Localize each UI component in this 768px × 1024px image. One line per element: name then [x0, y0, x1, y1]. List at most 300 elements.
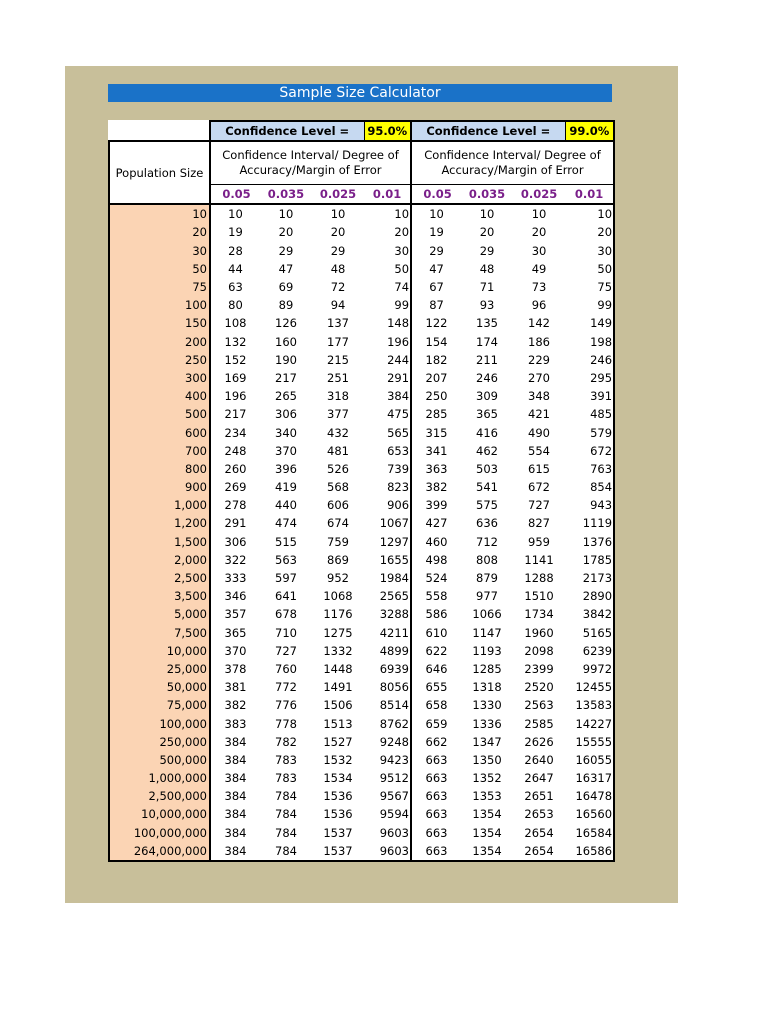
sample-size-cell: 149	[565, 314, 614, 332]
sample-size-cell: 427	[425, 516, 448, 531]
sample-size-cell: 1984	[364, 569, 411, 587]
sample-size-cell: 778	[275, 716, 297, 731]
sample-size-cell: 3288	[364, 605, 411, 623]
sample-size-cell: 20	[565, 223, 614, 241]
sample-size-cell: 678	[275, 607, 297, 622]
sample-size-cell: 1066	[472, 607, 502, 622]
sample-size-cell: 760	[275, 661, 297, 676]
population-size-cell: 10,000,000	[109, 805, 210, 823]
sample-size-cell: 29	[429, 243, 444, 258]
sample-size-cell: 285	[425, 407, 448, 422]
sample-size-cell: 190	[275, 352, 297, 367]
sample-size-cell: 481	[327, 443, 349, 458]
sample-size-cell: 906	[364, 496, 411, 514]
sample-size-cell: 10	[330, 207, 346, 222]
sample-size-cell: 1141	[524, 552, 554, 567]
population-size-cell: 500	[109, 405, 210, 423]
sample-size-cell: 606	[327, 498, 349, 513]
sample-size-cell: 384	[224, 734, 247, 749]
sample-size-cell: 80	[228, 298, 243, 313]
sample-size-cell: 9594	[364, 805, 411, 823]
sample-size-cell: 1350	[472, 752, 502, 767]
sample-size-cell: 1332	[323, 643, 353, 658]
sample-size-cell: 1527	[323, 734, 353, 749]
sample-size-cell: 96	[531, 298, 547, 313]
sample-size-cell: 217	[275, 370, 297, 385]
sample-size-cell: 152	[224, 352, 247, 367]
table-row	[109, 587, 614, 605]
sample-size-cell: 48	[330, 261, 346, 276]
sample-size-cell: 211	[476, 352, 498, 367]
sample-size-cell: 558	[425, 589, 448, 604]
table-row	[109, 223, 614, 241]
sample-size-cell: 485	[565, 405, 614, 423]
table-row	[109, 751, 614, 769]
sample-size-cell: 309	[476, 389, 498, 404]
sample-size-cell: 432	[327, 425, 349, 440]
sample-size-cell: 10	[531, 207, 547, 222]
sample-size-cell: 663	[425, 771, 448, 786]
sample-size-cell: 2565	[364, 587, 411, 605]
sample-size-cell: 1336	[472, 716, 502, 731]
sample-size-cell: 391	[565, 387, 614, 405]
population-size-cell: 1,200	[109, 514, 210, 532]
sample-size-cell: 515	[275, 534, 297, 549]
table-row	[109, 551, 614, 569]
sample-size-cell: 135	[476, 316, 498, 331]
sample-size-cell: 29	[479, 243, 495, 258]
sample-size-cell: 1352	[472, 771, 502, 786]
sample-size-cell: 1506	[323, 698, 353, 713]
sample-size-cell: 30	[364, 242, 411, 260]
sample-size-cell: 234	[224, 425, 247, 440]
sample-size-cell: 169	[224, 370, 247, 385]
population-size-cell: 250	[109, 351, 210, 369]
population-size-cell: 7,500	[109, 624, 210, 642]
sample-size-cell: 1285	[472, 661, 502, 676]
population-size-cell: 1,000	[109, 496, 210, 514]
sample-size-cell: 943	[565, 496, 614, 514]
sample-size-cell: 378	[224, 661, 247, 676]
table-row	[109, 369, 614, 387]
sample-size-table	[108, 120, 615, 862]
sample-size-cell: 265	[275, 389, 297, 404]
error-level-header: 0.025	[312, 185, 364, 205]
population-size-cell: 500,000	[109, 751, 210, 769]
sample-size-cell: 823	[364, 478, 411, 496]
sample-size-cell: 727	[528, 498, 550, 513]
sample-size-cell: 2654	[513, 842, 565, 861]
sample-size-cell: 641	[275, 589, 297, 604]
table-row	[109, 296, 614, 314]
sample-size-cell: 2654	[524, 825, 554, 840]
sample-size-cell: 383	[224, 716, 247, 731]
sample-size-cell: 977	[476, 589, 498, 604]
population-size-cell: 150	[109, 314, 210, 332]
sample-size-cell: 278	[224, 498, 247, 513]
sample-size-cell: 1275	[323, 625, 353, 640]
sample-size-cell: 340	[275, 425, 297, 440]
sample-size-cell: 6239	[565, 642, 614, 660]
table-row	[109, 660, 614, 678]
table-row	[109, 242, 614, 260]
sample-size-cell: 1354	[461, 842, 513, 861]
sample-size-cell: 1448	[323, 661, 353, 676]
sample-size-cell: 291	[224, 516, 247, 531]
sample-size-cell: 9603	[364, 824, 411, 842]
sample-size-cell: 1147	[472, 625, 502, 640]
sample-size-cell: 2098	[524, 643, 554, 658]
sample-size-cell: 1537	[312, 842, 364, 861]
sample-size-cell: 575	[476, 498, 498, 513]
population-size-cell: 50	[109, 260, 210, 278]
sample-size-cell: 384	[364, 387, 411, 405]
sample-size-cell: 29	[330, 243, 346, 258]
table-row	[109, 824, 614, 842]
population-size-cell: 1,000,000	[109, 769, 210, 787]
sample-size-cell: 1354	[472, 825, 502, 840]
confidence-level-value: 99.0%	[565, 121, 614, 141]
sample-size-cell: 490	[528, 425, 550, 440]
sample-size-cell: 5165	[565, 624, 614, 642]
sample-size-cell: 1354	[472, 807, 502, 822]
table-row	[109, 533, 614, 551]
sample-size-cell: 250	[425, 389, 448, 404]
sample-size-cell: 597	[275, 571, 297, 586]
sample-size-cell: 381	[224, 680, 247, 695]
sample-size-cell: 318	[327, 389, 349, 404]
sample-size-cell: 663	[425, 807, 448, 822]
sample-size-cell: 563	[275, 552, 297, 567]
sample-size-cell: 295	[565, 369, 614, 387]
sample-size-cell: 6939	[364, 660, 411, 678]
sample-size-cell: 9512	[364, 769, 411, 787]
sample-size-cell: 217	[224, 407, 247, 422]
sample-size-cell: 126	[275, 316, 297, 331]
sample-size-cell: 1176	[323, 607, 353, 622]
population-size-cell: 10	[109, 204, 210, 223]
table-row	[109, 333, 614, 351]
sample-size-cell: 2585	[524, 716, 554, 731]
sample-size-cell: 99	[364, 296, 411, 314]
sample-size-cell: 16478	[565, 787, 614, 805]
sample-size-cell: 399	[425, 498, 448, 513]
sample-size-cell: 71	[479, 280, 495, 295]
sample-size-cell: 421	[528, 407, 550, 422]
table-row	[109, 696, 614, 714]
error-level-header: 0.05	[210, 185, 260, 205]
sample-size-cell: 269	[224, 480, 247, 495]
sample-size-cell: 879	[476, 571, 498, 586]
sample-size-cell: 9972	[565, 660, 614, 678]
sample-size-cell: 377	[327, 407, 349, 422]
table-row	[109, 787, 614, 805]
sample-size-cell: 215	[327, 352, 349, 367]
sample-size-cell: 357	[224, 607, 247, 622]
population-size-cell: 800	[109, 460, 210, 478]
sample-size-cell: 568	[327, 480, 349, 495]
sample-size-cell: 1534	[323, 771, 353, 786]
sample-size-cell: 333	[224, 571, 247, 586]
sample-size-cell: 93	[479, 298, 495, 313]
sample-size-cell: 9248	[364, 733, 411, 751]
sample-size-cell: 440	[275, 498, 297, 513]
sample-size-cell: 659	[425, 716, 448, 731]
sample-size-cell: 586	[425, 607, 448, 622]
sample-size-cell: 142	[528, 316, 550, 331]
sample-size-cell: 196	[364, 333, 411, 351]
sample-size-cell: 365	[476, 407, 498, 422]
sample-size-cell: 47	[429, 261, 444, 276]
sample-size-cell: 94	[330, 298, 346, 313]
sample-size-cell: 291	[364, 369, 411, 387]
sample-size-cell: 565	[364, 423, 411, 441]
sample-size-cell: 174	[476, 334, 498, 349]
sample-size-cell: 63	[228, 280, 243, 295]
confidence-interval-header: Confidence Interval/ Degree of Accuracy/Margin of Error	[411, 141, 614, 185]
table-row	[109, 314, 614, 332]
sample-size-cell: 1510	[524, 589, 554, 604]
sample-size-cell: 2563	[524, 698, 554, 713]
population-size-cell: 300	[109, 369, 210, 387]
sample-size-cell: 8514	[364, 696, 411, 714]
sample-size-cell: 19	[429, 225, 444, 240]
sample-size-cell: 16584	[565, 824, 614, 842]
sample-size-cell: 554	[528, 443, 550, 458]
sample-size-cell: 99	[565, 296, 614, 314]
sample-size-cell: 69	[278, 280, 294, 295]
sample-size-cell: 1067	[364, 514, 411, 532]
sample-size-cell: 8762	[364, 714, 411, 732]
sample-size-cell: 9603	[364, 842, 411, 861]
sample-size-cell: 8056	[364, 678, 411, 696]
sample-size-cell: 710	[275, 625, 297, 640]
population-size-cell: 1,500	[109, 533, 210, 551]
sample-size-cell: 196	[224, 389, 247, 404]
table-row	[109, 204, 614, 223]
sample-size-cell: 854	[565, 478, 614, 496]
sample-size-cell: 739	[364, 460, 411, 478]
sample-size-cell: 663	[425, 752, 448, 767]
sample-size-cell: 248	[224, 443, 247, 458]
table-row	[109, 842, 614, 861]
table-row	[109, 569, 614, 587]
sample-size-cell: 270	[528, 370, 550, 385]
sample-size-cell: 663	[411, 842, 461, 861]
sample-size-cell: 251	[327, 370, 349, 385]
sample-size-cell: 2640	[524, 752, 554, 767]
sample-size-cell: 148	[364, 314, 411, 332]
table-row	[109, 605, 614, 623]
sample-size-cell: 363	[425, 461, 448, 476]
sample-size-cell: 12455	[565, 678, 614, 696]
sample-size-cell: 610	[425, 625, 448, 640]
sample-size-cell: 15555	[565, 733, 614, 751]
sample-size-cell: 1655	[364, 551, 411, 569]
sample-size-cell: 1536	[323, 807, 353, 822]
sample-size-cell: 784	[275, 789, 297, 804]
sample-size-cell: 30	[565, 242, 614, 260]
sample-size-cell: 2651	[524, 789, 554, 804]
population-size-cell: 50,000	[109, 678, 210, 696]
population-size-cell: 30	[109, 242, 210, 260]
sample-size-cell: 384	[224, 789, 247, 804]
sample-size-cell: 646	[425, 661, 448, 676]
sample-size-cell: 869	[327, 552, 349, 567]
sample-size-cell: 827	[528, 516, 550, 531]
sample-size-cell: 526	[327, 461, 349, 476]
table-row	[109, 405, 614, 423]
sample-size-cell: 2520	[524, 680, 554, 695]
sample-size-cell: 655	[425, 680, 448, 695]
sample-size-cell: 16560	[565, 805, 614, 823]
sample-size-cell: 2653	[524, 807, 554, 822]
error-level-header: 0.01	[565, 185, 614, 205]
sample-size-cell: 419	[275, 480, 297, 495]
sample-size-cell: 20	[278, 225, 294, 240]
sample-size-cell: 653	[364, 442, 411, 460]
sample-size-cell: 48	[479, 261, 495, 276]
sample-size-cell: 1193	[472, 643, 502, 658]
sample-size-cell: 182	[425, 352, 448, 367]
table-row	[109, 514, 614, 532]
header-corner-cell	[109, 121, 210, 141]
population-size-cell: 250,000	[109, 733, 210, 751]
sample-size-cell: 154	[425, 334, 448, 349]
sample-size-cell: 30	[531, 243, 547, 258]
error-level-header: 0.025	[513, 185, 565, 205]
sample-size-cell: 1785	[565, 551, 614, 569]
sample-size-cell: 10	[278, 207, 294, 222]
sample-size-cell: 47	[278, 261, 294, 276]
sample-size-cell: 73	[531, 280, 547, 295]
sample-size-cell: 475	[364, 405, 411, 423]
confidence-interval-header: Confidence Interval/ Degree of Accuracy/Margin of Error	[210, 141, 411, 185]
sample-size-cell: 1376	[565, 533, 614, 551]
sample-size-cell: 2890	[565, 587, 614, 605]
table-row	[109, 769, 614, 787]
sample-size-cell: 14227	[565, 714, 614, 732]
sample-size-cell: 10	[479, 207, 495, 222]
table-row	[109, 714, 614, 732]
sample-size-cell: 1347	[472, 734, 502, 749]
confidence-level-row	[109, 121, 614, 141]
sample-size-cell: 672	[565, 442, 614, 460]
sample-size-cell: 20	[531, 225, 547, 240]
sample-size-cell: 396	[275, 461, 297, 476]
sample-size-cell: 19	[228, 225, 243, 240]
population-size-cell: 75,000	[109, 696, 210, 714]
sample-size-cell: 636	[476, 516, 498, 531]
page-title: Sample Size Calculator	[108, 84, 612, 102]
sample-size-cell: 122	[425, 316, 448, 331]
table-row	[109, 733, 614, 751]
sample-size-cell: 89	[278, 298, 294, 313]
sample-size-cell: 382	[224, 698, 247, 713]
sample-size-cell: 1532	[323, 752, 353, 767]
sample-size-cell: 1734	[524, 607, 554, 622]
sample-size-cell: 3842	[565, 605, 614, 623]
sample-size-cell: 13583	[565, 696, 614, 714]
sample-size-cell: 782	[275, 734, 297, 749]
sample-size-cell: 50	[364, 260, 411, 278]
confidence-level-value: 95.0%	[364, 121, 411, 141]
sample-size-cell: 16586	[565, 842, 614, 861]
population-size-header: Population Size	[109, 141, 210, 204]
sample-size-cell: 1297	[364, 533, 411, 551]
sample-size-cell: 20	[479, 225, 495, 240]
sample-size-cell: 72	[330, 280, 346, 295]
sample-size-cell: 1330	[472, 698, 502, 713]
sample-size-cell: 1491	[323, 680, 353, 695]
table-row	[109, 423, 614, 441]
sample-size-cell: 1288	[524, 571, 554, 586]
sample-size-cell: 2173	[565, 569, 614, 587]
sample-size-cell: 75	[565, 278, 614, 296]
population-size-cell: 264,000,000	[109, 842, 210, 861]
sample-size-cell: 246	[476, 370, 498, 385]
sample-size-cell: 198	[565, 333, 614, 351]
sample-size-cell: 784	[260, 842, 312, 861]
sample-size-cell: 9567	[364, 787, 411, 805]
sample-size-cell: 772	[275, 680, 297, 695]
sample-size-cell: 365	[224, 625, 247, 640]
population-size-cell: 200	[109, 333, 210, 351]
population-size-cell: 2,000	[109, 551, 210, 569]
sample-size-cell: 28	[228, 243, 243, 258]
population-size-cell: 3,500	[109, 587, 210, 605]
sample-size-cell: 663	[425, 825, 448, 840]
error-level-header: 0.035	[461, 185, 513, 205]
sample-size-cell: 20	[330, 225, 346, 240]
sample-size-cell: 10	[364, 204, 411, 223]
population-size-cell: 75	[109, 278, 210, 296]
sample-size-cell: 727	[275, 643, 297, 658]
sample-size-cell: 67	[429, 280, 444, 295]
sample-size-cell: 246	[565, 351, 614, 369]
sample-size-cell: 1513	[323, 716, 353, 731]
population-size-cell: 20	[109, 223, 210, 241]
sample-size-cell: 783	[275, 771, 297, 786]
sample-size-cell: 160	[275, 334, 297, 349]
sample-size-cell: 503	[476, 461, 498, 476]
sample-size-cell: 4899	[364, 642, 411, 660]
error-level-header: 0.05	[411, 185, 461, 205]
sample-size-cell: 370	[224, 643, 247, 658]
sample-size-cell: 370	[275, 443, 297, 458]
sample-size-cell: 186	[528, 334, 550, 349]
sample-size-cell: 29	[278, 243, 294, 258]
sample-size-cell: 20	[364, 223, 411, 241]
population-size-cell: 10,000	[109, 642, 210, 660]
sample-size-cell: 384	[210, 842, 260, 861]
sample-size-cell: 16055	[565, 751, 614, 769]
confidence-level-label: Confidence Level =	[210, 121, 364, 141]
sample-size-cell: 137	[327, 316, 349, 331]
sample-size-cell: 384	[224, 771, 247, 786]
sample-size-cell: 662	[425, 734, 448, 749]
sample-size-cell: 384	[224, 752, 247, 767]
sample-size-cell: 10	[429, 207, 444, 222]
sample-size-cell: 658	[425, 698, 448, 713]
sample-size-cell: 244	[364, 351, 411, 369]
table-row	[109, 442, 614, 460]
table-row	[109, 624, 614, 642]
sample-size-cell: 44	[228, 261, 243, 276]
sample-size-cell: 672	[528, 480, 550, 495]
table-row	[109, 260, 614, 278]
sample-size-cell: 2399	[524, 661, 554, 676]
